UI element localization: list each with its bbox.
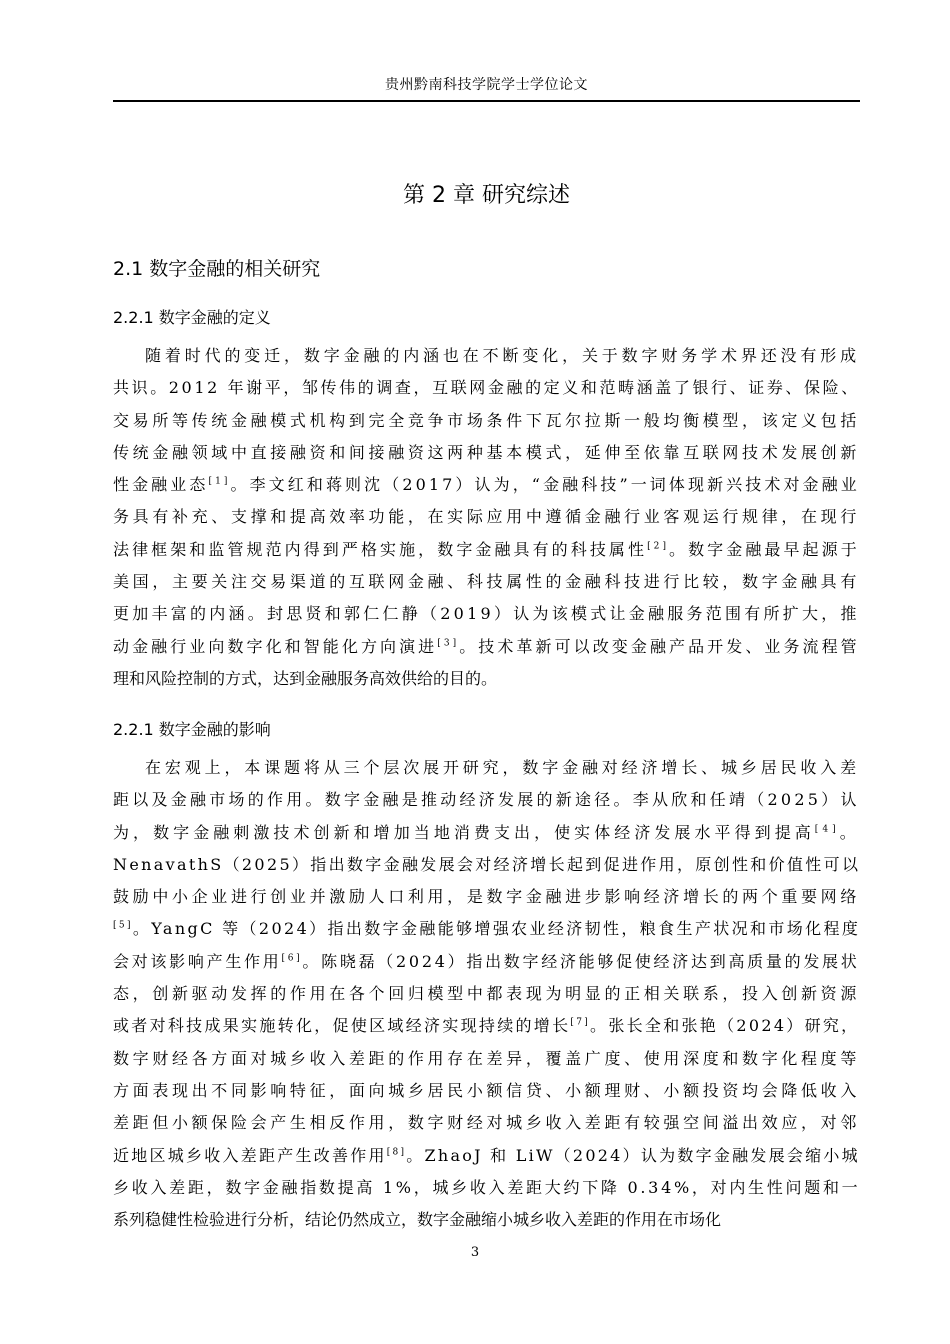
running-header: 贵州黔南科技学院学士学位论文 <box>385 77 588 93</box>
section-heading-2-1: 2.1 数字金融的相关研究 <box>113 258 321 280</box>
text-line: 为，数字金融刺激技术创新和增加当地消费支出，使实体经济发展水平得到提高[4]。 <box>113 822 860 842</box>
text-line: NenavathS（2025）指出数字金融发展会对经济增长起到促进作用，原创性和价值性可以 <box>113 854 860 874</box>
text-line: 随着时代的变迁，数字金融的内涵也在不断变化，关于数字财务学术界还没有形成 <box>145 346 860 365</box>
text-line: 交易所等传统金融模式机构到完全竞争市场条件下瓦尔拉斯一般均衡模型，该定义包括 <box>113 410 860 430</box>
subsection-heading-impact: 2.2.1 数字金融的影响 <box>113 720 271 739</box>
text-line: 乡收入差距，数字金融指数提高 1%，城乡收入差距大约下降 0.34%，对内生性问题和一 <box>113 1177 860 1197</box>
citation-marker: [5] <box>113 921 133 932</box>
text-line: 近地区城乡收入差距产生改善作用[8]。ZhaoJ 和 LiW（2024）认为数字金融发展会缩小城 <box>113 1145 860 1165</box>
text-line: 性金融业态[1]。李文红和蒋则沈（2017）认为，“金融科技”一词体现新兴技术对金融业 <box>113 475 860 495</box>
paragraph-definition <box>113 340 860 695</box>
subsection-heading-definition: 2.2.1 数字金融的定义 <box>113 308 271 327</box>
text-line: 方面表现出不同影响特征，面向城乡居民小额信贷、小额理财、小额投资均会降低收入 <box>113 1080 860 1100</box>
text-line: 差距但小额保险会产生相反作用，数字财经对城乡收入差距有较强空间溢出效应，对邻 <box>113 1113 860 1133</box>
citation-marker: [1] <box>208 476 231 487</box>
citation-marker: [2] <box>647 541 670 552</box>
text-line: 务具有补充、支撑和提高效率功能，在实际应用中遵循金融行业客观运行规律，在现行 <box>113 507 860 527</box>
paragraph-impact <box>113 752 860 1236</box>
text-line: 动金融行业向数字化和智能化方向演进[3]。技术革新可以改变金融产品开发、业务流程管 <box>113 636 860 656</box>
text-line: 更加丰富的内涵。封思贤和郭仁仁静（2019）认为该模式让金融服务范围有所扩大，推 <box>113 604 860 624</box>
citation-marker: [6] <box>281 953 303 964</box>
text-line: 系列稳健性检验进行分析，结论仍然成立，数字金融缩小城乡收入差距的作用在市场化 <box>113 1210 722 1230</box>
text-line: 传统金融领域中直接融资和间接融资这两种基本模式，延伸至依靠互联网技术发展创新 <box>113 442 860 462</box>
citation-marker: [4] <box>814 824 840 835</box>
text-line: 数字财经各方面对城乡收入差距的作用存在差异，覆盖广度、使用深度和数字化程度等 <box>113 1048 860 1068</box>
text-line: 或者对科技成果实施转化，促使区域经济实现持续的增长[7]。张长全和张艳（2024）研究， <box>113 1016 860 1036</box>
header-rule <box>113 100 860 102</box>
citation-marker: [3] <box>437 638 460 649</box>
page-number: 3 <box>470 1245 480 1260</box>
text-line: [5]。YangC 等（2024）指出数字金融能够增强农业经济韧性，粮食生产状况和市场化程度 <box>113 919 860 939</box>
text-line: 会对该影响产生作用[6]。陈晓磊（2024）指出数字经济能够促使经济达到高质量的发展状 <box>113 951 860 971</box>
text-line: 态，创新驱动发挥的作用在各个回归模型中都表现为明显的正相关联系，投入创新资源 <box>113 984 860 1004</box>
citation-marker: [8] <box>386 1147 407 1158</box>
text-line: 理和风险控制的方式，达到金融服务高效供给的目的。 <box>113 668 498 688</box>
text-line: 距以及金融市场的作用。数字金融是推动经济发展的新途径。李从欣和任靖（2025）认 <box>113 790 860 810</box>
text-line: 鼓励中小企业进行创业并激励人口利用，是数字金融进步影响经济增长的两个重要网络 <box>113 887 860 907</box>
chapter-title: 第 2 章 研究综述 <box>403 183 570 208</box>
citation-marker: [7] <box>570 1018 591 1029</box>
text-line: 美国，主要关注交易渠道的互联网金融、科技属性的金融科技进行比较，数字金融具有 <box>113 572 860 592</box>
text-line: 共识。2012 年谢平，邹传伟的调查，互联网金融的定义和范畴涵盖了银行、证券、保险、 <box>113 378 860 398</box>
text-line: 法律框架和监管规范内得到严格实施，数字金融具有的科技属性[2]。数字金融最早起源于 <box>113 539 860 559</box>
text-line: 在宏观上，本课题将从三个层次展开研究，数字金融对经济增长、城乡居民收入差 <box>145 758 860 777</box>
